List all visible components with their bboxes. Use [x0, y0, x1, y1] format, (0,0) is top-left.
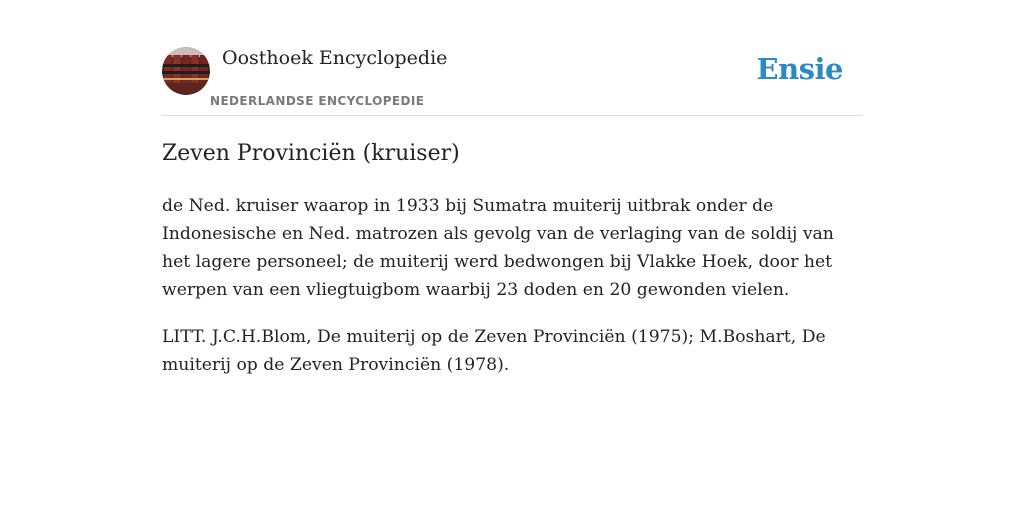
literature-paragraph: LITT. J.C.H.Blom, De muiterij op de Zeven Provinciën (1975); M.Boshart, De muiterij op de Zeven Provinciën (1978).: [162, 327, 826, 375]
source-subtitle: NEDERLANDSE ENCYCLOPEDIE: [210, 94, 425, 108]
page-title: Zeven Provinciën (kruiser): [162, 141, 460, 166]
source-header: [162, 0, 862, 116]
book-spines-icon[interactable]: [162, 47, 210, 95]
page-container: [162, 0, 862, 375]
ensie-logo-link[interactable]: Ensie: [756, 52, 843, 86]
source-title[interactable]: Oosthoek Encyclopedie: [222, 47, 448, 69]
article-paragraph: de Ned. kruiser waarop in 1933 bij Sumatra muiterij uitbrak onder de Indonesische en Ned. matrozen als gevolg van de verlaging van de soldij van het lagere personeel; de muiterij werd bedwongen bij Vlakke Hoek, door het werpen van een vliegtuigbom waarbij 23 doden en 20 gewonden vielen.: [162, 196, 834, 300]
